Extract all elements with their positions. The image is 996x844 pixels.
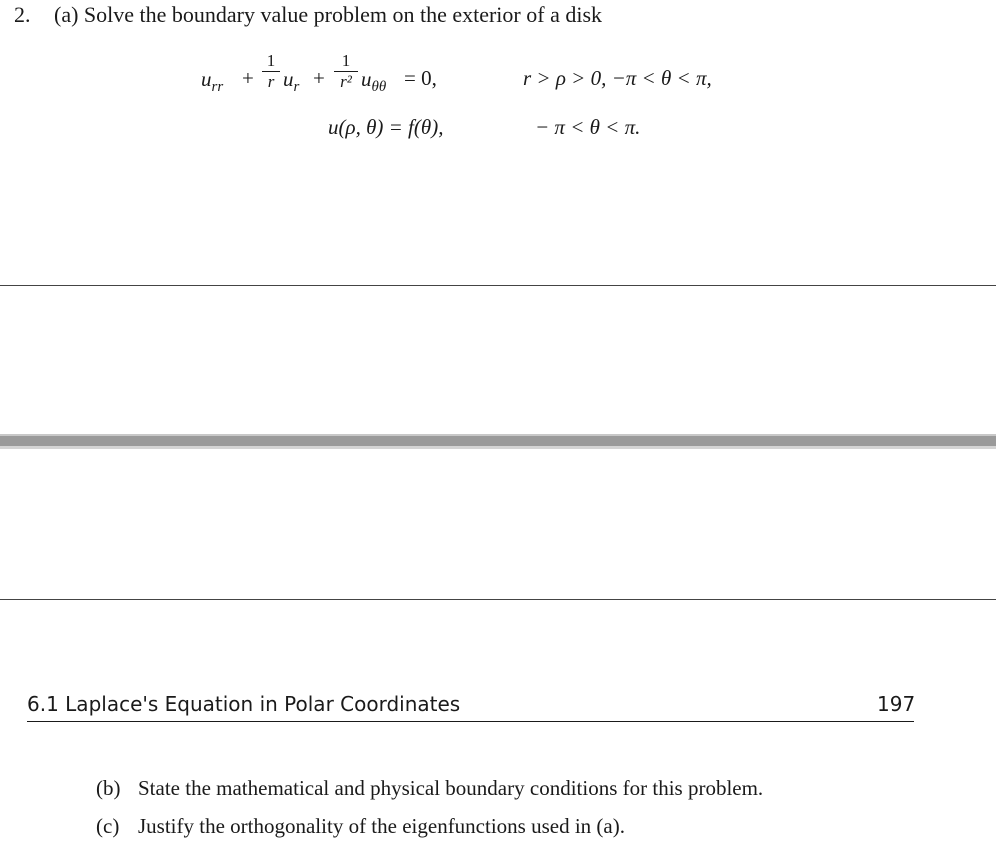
- item-c-label: (c): [96, 814, 120, 838]
- bc-equation: u(ρ, θ) = f(θ),: [328, 115, 444, 139]
- item-c-text: Justify the orthogonality of the eigenfunctions used in (a).: [138, 814, 625, 838]
- pde-fraction-2: 1 r²: [334, 52, 358, 91]
- problem-part-a: (a) Solve the boundary value problem on the exterior of a disk: [54, 2, 603, 27]
- pde-plus-2: +: [313, 66, 325, 90]
- separator-line-2: [0, 599, 996, 600]
- separator-line-1: [0, 285, 996, 286]
- pde-rhs: = 0,: [404, 66, 437, 90]
- pde-u-thetatheta: $u_{\theta\theta}$: [361, 67, 387, 95]
- pde-plus-1: +: [242, 66, 254, 90]
- page-break-band: [0, 436, 996, 446]
- item-b-text: State the mathematical and physical boundary conditions for this problem.: [138, 776, 764, 800]
- item-b-label: (b): [96, 776, 121, 800]
- item-b: [96, 776, 763, 801]
- pde-fraction-1: 1 r: [262, 52, 280, 91]
- page-break-band-bottom: [0, 446, 996, 449]
- item-c: [96, 814, 625, 839]
- pde-u-r: $u_r$: [283, 67, 300, 95]
- bc-domain: − π < θ < π.: [535, 115, 641, 139]
- section-header-title: 6.1 Laplace's Equation in Polar Coordinates: [27, 692, 461, 716]
- header-rule: [27, 721, 914, 722]
- problem-statement: [14, 2, 602, 28]
- problem-number: 2.: [14, 2, 31, 27]
- pde-u-rr: $u_{rr}$: [201, 67, 224, 95]
- page-number: 197: [877, 692, 916, 716]
- pde-domain: r > ρ > 0, −π < θ < π,: [523, 66, 712, 90]
